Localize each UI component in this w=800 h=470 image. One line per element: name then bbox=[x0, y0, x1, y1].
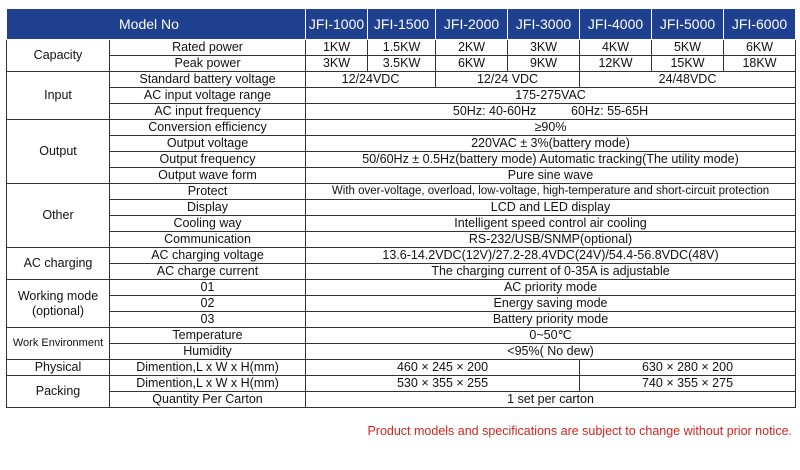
model-header: JFI-4000 bbox=[580, 9, 652, 40]
group-output: Output bbox=[7, 120, 110, 184]
group-label-sub: (optional) bbox=[31, 303, 85, 318]
model-header: JFI-3000 bbox=[508, 9, 580, 40]
table-row bbox=[7, 360, 796, 376]
row-label: Display bbox=[110, 200, 306, 216]
value-cell: 2KW bbox=[436, 40, 508, 56]
group-packing: Packing bbox=[7, 376, 110, 408]
row-label: Cooling way bbox=[110, 216, 306, 232]
model-header: JFI-1000 bbox=[306, 9, 368, 40]
table-row bbox=[7, 232, 796, 248]
row-label: 01 bbox=[110, 280, 306, 296]
table-row bbox=[7, 392, 796, 408]
row-label: Output voltage bbox=[110, 136, 306, 152]
value-cell: 50/60Hz ± 0.5Hz(battery mode) Automatic tracking(The utility mode) bbox=[306, 152, 796, 168]
value-cell: 12/24 VDC bbox=[436, 72, 580, 88]
table-row bbox=[7, 40, 796, 56]
table-row bbox=[7, 344, 796, 360]
value-cell: 1.5KW bbox=[368, 40, 436, 56]
group-physical: Physical bbox=[7, 360, 110, 376]
table-row bbox=[7, 184, 796, 200]
table-row bbox=[7, 56, 796, 72]
value-cell: 220VAC ± 3%(battery mode) bbox=[306, 136, 796, 152]
row-label: 03 bbox=[110, 312, 306, 328]
value-cell: 12KW bbox=[580, 56, 652, 72]
row-label: Temperature bbox=[110, 328, 306, 344]
value-cell: 5KW bbox=[652, 40, 724, 56]
value-cell: 6KW bbox=[724, 40, 796, 56]
value-cell: 13.6-14.2VDC(12V)/27.2-28.4VDC(24V)/54.4-56.8VDC(48V) bbox=[306, 248, 796, 264]
value-cell: 3.5KW bbox=[368, 56, 436, 72]
table-row bbox=[7, 280, 796, 296]
value-cell: 630 × 280 × 200 bbox=[580, 360, 796, 376]
model-header: JFI-2000 bbox=[436, 9, 508, 40]
row-label: Dimention,L x W x H(mm) bbox=[110, 376, 306, 392]
table-row bbox=[7, 376, 796, 392]
row-label: Standard battery voltage bbox=[110, 72, 306, 88]
value-cell: <95%( No dew) bbox=[306, 344, 796, 360]
value-cell: 4KW bbox=[580, 40, 652, 56]
value-cell: 12/24VDC bbox=[306, 72, 436, 88]
table-row bbox=[7, 136, 796, 152]
row-label: Conversion efficiency bbox=[110, 120, 306, 136]
value-cell: 460 × 245 × 200 bbox=[306, 360, 580, 376]
value-cell: 18KW bbox=[724, 56, 796, 72]
value-cell: AC priority mode bbox=[306, 280, 796, 296]
value-cell: LCD and LED display bbox=[306, 200, 796, 216]
value-cell: ≥90% bbox=[306, 120, 796, 136]
row-label: Protect bbox=[110, 184, 306, 200]
row-label: AC input voltage range bbox=[110, 88, 306, 104]
row-label: Output frequency bbox=[110, 152, 306, 168]
table-row bbox=[7, 168, 796, 184]
value-cell: 1 set per carton bbox=[306, 392, 796, 408]
group-capacity: Capacity bbox=[7, 40, 110, 72]
model-header: JFI-5000 bbox=[652, 9, 724, 40]
value-cell: 740 × 355 × 275 bbox=[580, 376, 796, 392]
row-label: Peak power bbox=[110, 56, 306, 72]
table-row bbox=[7, 216, 796, 232]
row-label: AC input frequency bbox=[110, 104, 306, 120]
row-label: Quantity Per Carton bbox=[110, 392, 306, 408]
disclaimer-notice: Product models and specifications are subject to change without prior notice. bbox=[367, 424, 792, 438]
value-cell: 0~50℃ bbox=[306, 328, 796, 344]
table-header-row bbox=[7, 9, 796, 40]
value-cell: 1KW bbox=[306, 40, 368, 56]
group-label: Working mode bbox=[17, 288, 99, 303]
value-cell: 3KW bbox=[508, 40, 580, 56]
row-label: Dimention,L x W x H(mm) bbox=[110, 360, 306, 376]
row-label: Humidity bbox=[110, 344, 306, 360]
value-cell: 175-275VAC bbox=[306, 88, 796, 104]
model-header: JFI-6000 bbox=[724, 9, 796, 40]
row-label: 02 bbox=[110, 296, 306, 312]
table-row bbox=[7, 296, 796, 312]
specification-table bbox=[6, 8, 796, 408]
group-input: Input bbox=[7, 72, 110, 120]
value-cell: 530 × 355 × 255 bbox=[306, 376, 580, 392]
row-label: AC charging voltage bbox=[110, 248, 306, 264]
row-label: AC charge current bbox=[110, 264, 306, 280]
value-cell: 3KW bbox=[306, 56, 368, 72]
value-cell: 24/48VDC bbox=[580, 72, 796, 88]
value-cell: Pure sine wave bbox=[306, 168, 796, 184]
table-row bbox=[7, 152, 796, 168]
table-row bbox=[7, 88, 796, 104]
group-ac-charging: AC charging bbox=[7, 248, 110, 280]
value-cell: Battery priority mode bbox=[306, 312, 796, 328]
table-row bbox=[7, 264, 796, 280]
value-cell: The charging current of 0-35A is adjustable bbox=[306, 264, 796, 280]
row-label: Communication bbox=[110, 232, 306, 248]
group-working-mode bbox=[7, 280, 110, 328]
row-label: Rated power bbox=[110, 40, 306, 56]
row-label: Output wave form bbox=[110, 168, 306, 184]
group-work-environment: Work Environment bbox=[7, 328, 110, 360]
value-cell: 50Hz: 40-60Hz 60Hz: 55-65H bbox=[306, 104, 796, 120]
table-row bbox=[7, 120, 796, 136]
table-row bbox=[7, 248, 796, 264]
table-row bbox=[7, 104, 796, 120]
table-row bbox=[7, 328, 796, 344]
model-header: JFI-1500 bbox=[368, 9, 436, 40]
value-cell: 6KW bbox=[436, 56, 508, 72]
value-cell: Energy saving mode bbox=[306, 296, 796, 312]
value-cell: 15KW bbox=[652, 56, 724, 72]
table-row bbox=[7, 72, 796, 88]
value-cell: 9KW bbox=[508, 56, 580, 72]
table-row bbox=[7, 312, 796, 328]
value-cell: With over-voltage, overload, low-voltage, high-temperature and short-circuit protection bbox=[306, 184, 796, 200]
table-row bbox=[7, 200, 796, 216]
group-other: Other bbox=[7, 184, 110, 248]
value-cell: RS-232/USB/SNMP(optional) bbox=[306, 232, 796, 248]
model-no-header: Model No bbox=[7, 9, 306, 40]
value-cell: Intelligent speed control air cooling bbox=[306, 216, 796, 232]
